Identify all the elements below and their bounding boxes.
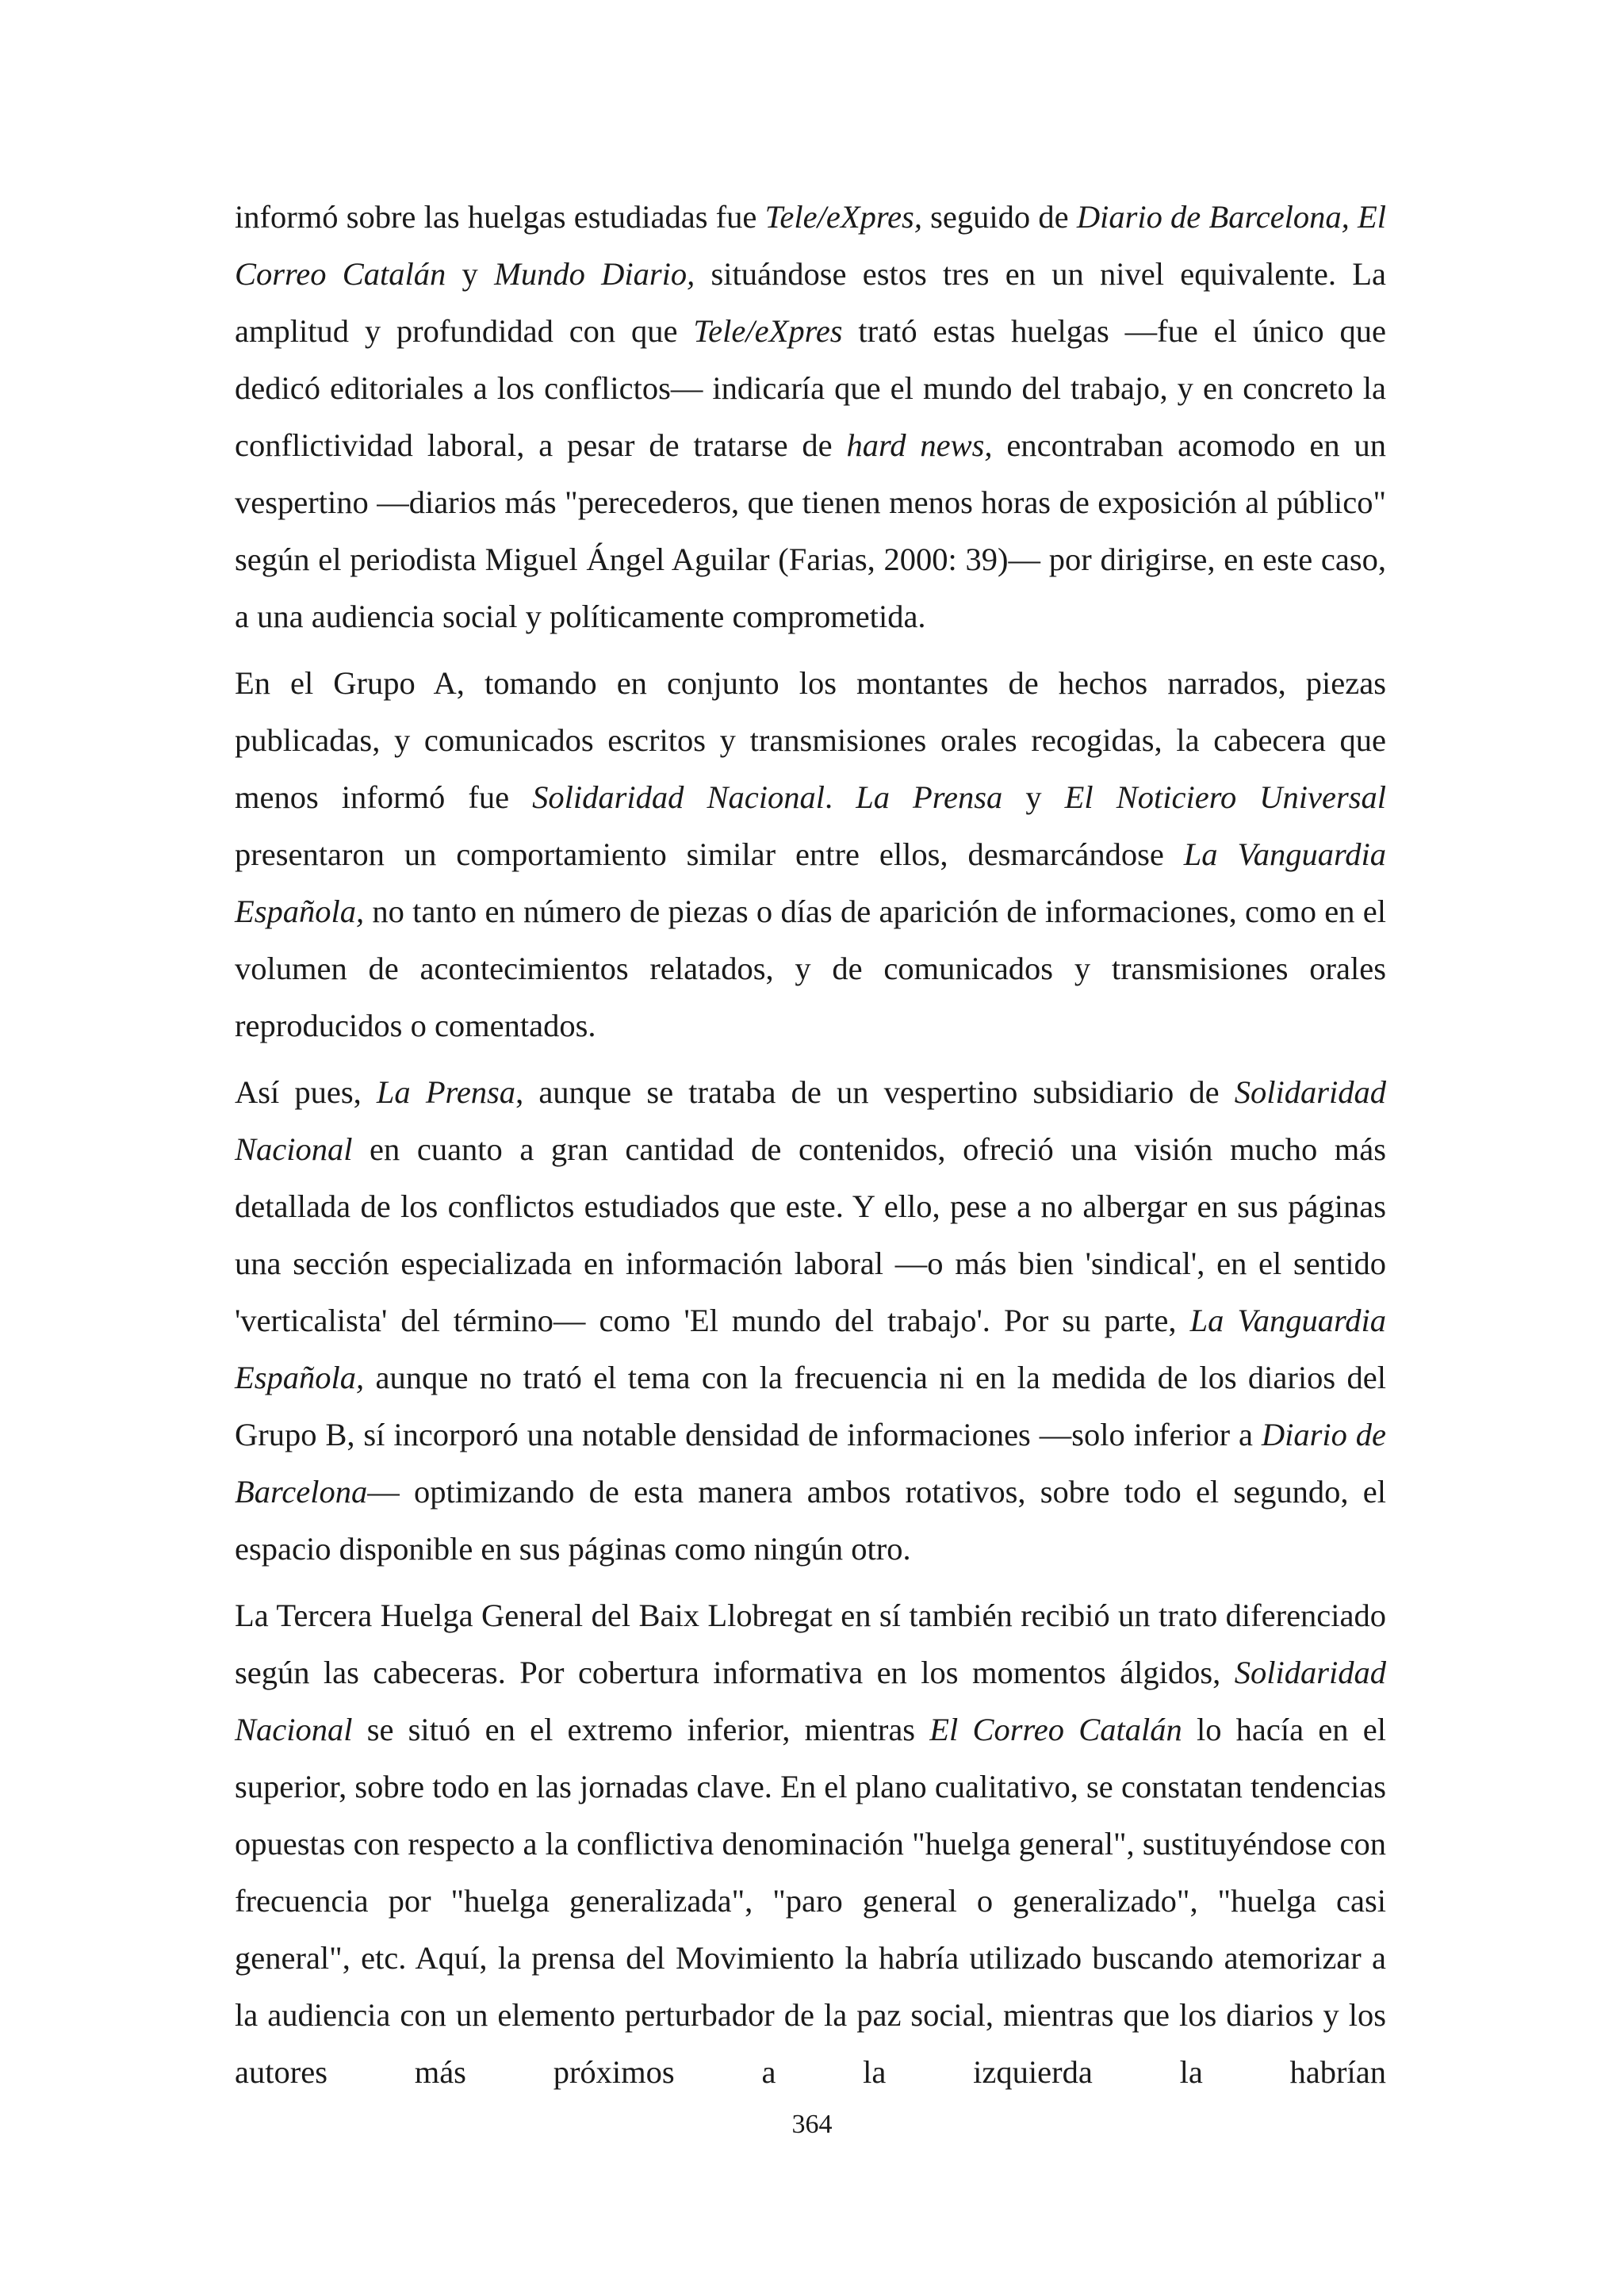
paragraph-1 [235, 189, 1386, 645]
text-run: situándose estos tres en un nivel equivalente. La amplitud y profundidad con que [235, 256, 1386, 349]
italic-run: Diario de Barcelona [235, 1417, 1386, 1510]
text-run: y [446, 256, 495, 292]
italic-run: Solidaridad Nacional [235, 1074, 1386, 1167]
paragraph-4 [235, 1587, 1386, 2101]
italic-run: La Prensa [376, 1074, 516, 1110]
text-run: La Tercera Huelga General del Baix Llobregat en sí también recibió un trato diferenciado según las cabeceras. Por cobertura informativa en los momentos álgidos, [235, 1598, 1386, 1690]
text-run: seguido de [921, 199, 1077, 235]
page-number: 364 [791, 2110, 833, 2139]
text-run: presentaron un comportamiento similar entre ellos, desmarcándose [235, 836, 1184, 872]
italic-run: Tele/eXpres, [764, 199, 922, 235]
italic-run: El Noticiero Universal [1064, 779, 1387, 815]
text-run: encontraban acomodo en un vespertino —diarios más "perecederos, que tienen menos horas de exposición al público" según el periodista Miguel Ángel Aguilar (Farias, 2000: 39)— por dirigirse, en este caso, a una audiencia social y políticamente comprometida. [235, 427, 1386, 634]
italic-run: La Vanguardia Española, [235, 836, 1386, 929]
text-run: lo hacía en el superior, sobre todo en las jornadas clave. En el plano cualitativo, se constatan tendencias opuestas con respecto a la conflictiva denominación "huelga general", sustituyéndose con frecuencia por "huelga generalizada", "paro general o generalizado", "huelga casi general", etc. Aquí, la prensa del Movimiento la habría utilizado buscando atemorizar a la audiencia con un elemento perturbador de la paz social, mientras que los diarios y los autores más próximos a la izquierda la habrían [235, 1712, 1386, 2090]
text-run: Así pues, [235, 1074, 377, 1110]
italic-run: La Prensa [856, 779, 1003, 815]
text-run: aunque no trató el tema con la frecuencia ni en la medida de los diarios del Grupo B, sí incorporó una notable densidad de informaciones —solo inferior a [235, 1360, 1386, 1452]
italic-run: La Vanguardia Española, [235, 1303, 1386, 1395]
text-run: no tanto en número de piezas o días de aparición de informaciones, como en el volumen de acontecimientos relatados, y de comunicados y transmisiones orales reproducidos o comentados. [235, 894, 1386, 1043]
text-run: en cuanto a gran cantidad de contenidos, ofreció una visión mucho más detallada de los conflictos estudiados que este. Y ello, pese a no albergar en sus páginas una sección especializada en información laboral —o más bien 'sindical', en el sentido 'verticalista' del término— como 'El mundo del trabajo'. Por su parte, [235, 1131, 1386, 1338]
italic-run: Solidaridad Nacional [235, 1655, 1386, 1747]
italic-run: Tele/eXpres [693, 313, 843, 349]
italic-run: hard news, [846, 427, 993, 463]
text-run: y [1002, 779, 1065, 815]
italic-run: Diario de Barcelona, El Correo Catalán [235, 199, 1387, 292]
text-run: se situó en el extremo inferior, mientras [352, 1712, 930, 1747]
body-text [235, 189, 1386, 2110]
text-run: En el Grupo A, tomando en conjunto los montantes de hechos narrados, piezas publicadas, y comunicados escritos y transmisiones orales recogidas, la cabecera que menos informó fue [235, 665, 1386, 815]
text-run: , aunque se trataba de un vespertino subsidiario de [515, 1074, 1235, 1110]
paragraph-3 [235, 1064, 1386, 1578]
text-run: . [824, 779, 856, 815]
paragraph-2 [235, 655, 1386, 1054]
italic-run: Mundo Diario, [494, 256, 695, 292]
italic-run: Solidaridad Nacional [532, 779, 825, 815]
italic-run: El Correo Catalán [929, 1712, 1182, 1747]
text-run: — optimizando de esta manera ambos rotativos, sobre todo el segundo, el espacio disponible en sus páginas como ningún otro. [235, 1474, 1386, 1567]
text-run: trató estas huelgas —fue el único que dedicó editoriales a los conflictos— indicaría que el mundo del trabajo, y en concreto la conflictividad laboral, a pesar de tratarse de [235, 313, 1387, 463]
text-run: informó sobre las huelgas estudiadas fue [235, 199, 765, 235]
